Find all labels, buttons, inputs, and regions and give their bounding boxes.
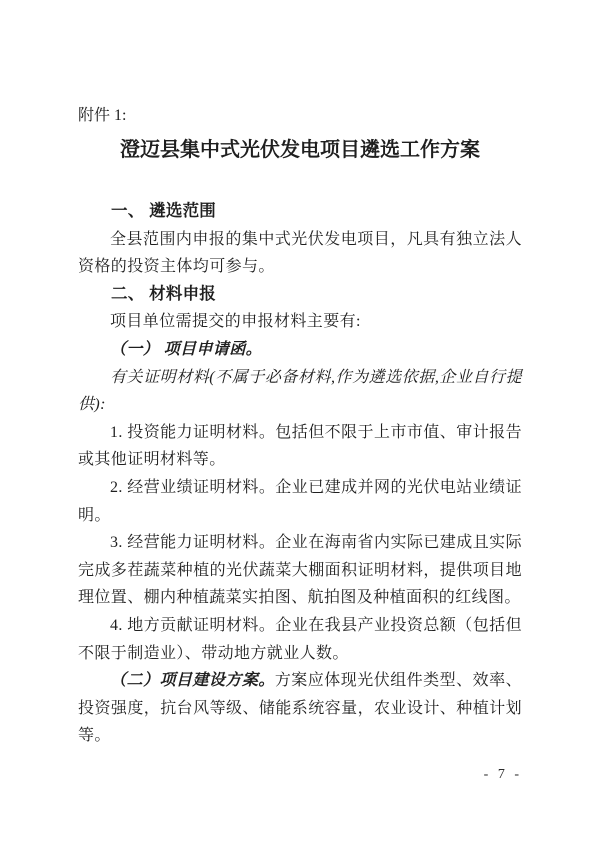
subsection-1-application-letter: （一） 项目申请函。 — [110, 340, 263, 358]
paragraph-text: 方案应体现光伏组件类型、效率、投资强度，抗台风等级、储能系统容量，农业设计、种植计划等。 — [78, 672, 522, 745]
paragraph-container — [78, 198, 522, 750]
list-item-1: 1. 投资能力证明材料。包括但不限于上市市值、审计报告或其他证明材料等。 — [78, 423, 522, 469]
list-item-4: 4. 地方贡献证明材料。企业在我县产业投资总额（包括但不限于制造业）、带动地方就业人数。 — [78, 616, 522, 662]
subsection-2-construction-plan — [78, 667, 522, 750]
list-item-3: 3. 经营能力证明材料。企业在海南省内实际已建成且实际完成多茬蔬菜种植的光伏蔬菜大棚面积证明材料，提供项目地理位置、棚内种植蔬菜实拍图、航拍图及种植面积的红线图。 — [78, 534, 522, 607]
attachment-label: 附件 1: — [78, 107, 127, 124]
paragraph-supporting-materials-note: 有关证明材料(不属于必备材料,作为遴选依据,企业自行提供): — [78, 368, 522, 414]
section-heading-1: 一、 遴选范围 — [111, 202, 216, 220]
paragraph-scope: 全县范围内申报的集中式光伏发电项目，凡具有独立法人资格的投资主体均可参与。 — [78, 230, 522, 276]
section-heading-2: 二、 材料申报 — [111, 284, 216, 303]
paragraph-lead: （二）项目建设方案。 — [110, 672, 275, 690]
page-number: - 7 - — [483, 767, 522, 782]
list-item-2: 2. 经营业绩证明材料。企业已建成并网的光伏电站业绩证明。 — [78, 478, 522, 524]
paragraph-materials-intro: 项目单位需提交的申报材料主要有: — [110, 313, 361, 331]
document-title: 澄迈县集中式光伏发电项目遴选工作方案 — [120, 139, 480, 161]
document-body — [78, 104, 522, 750]
